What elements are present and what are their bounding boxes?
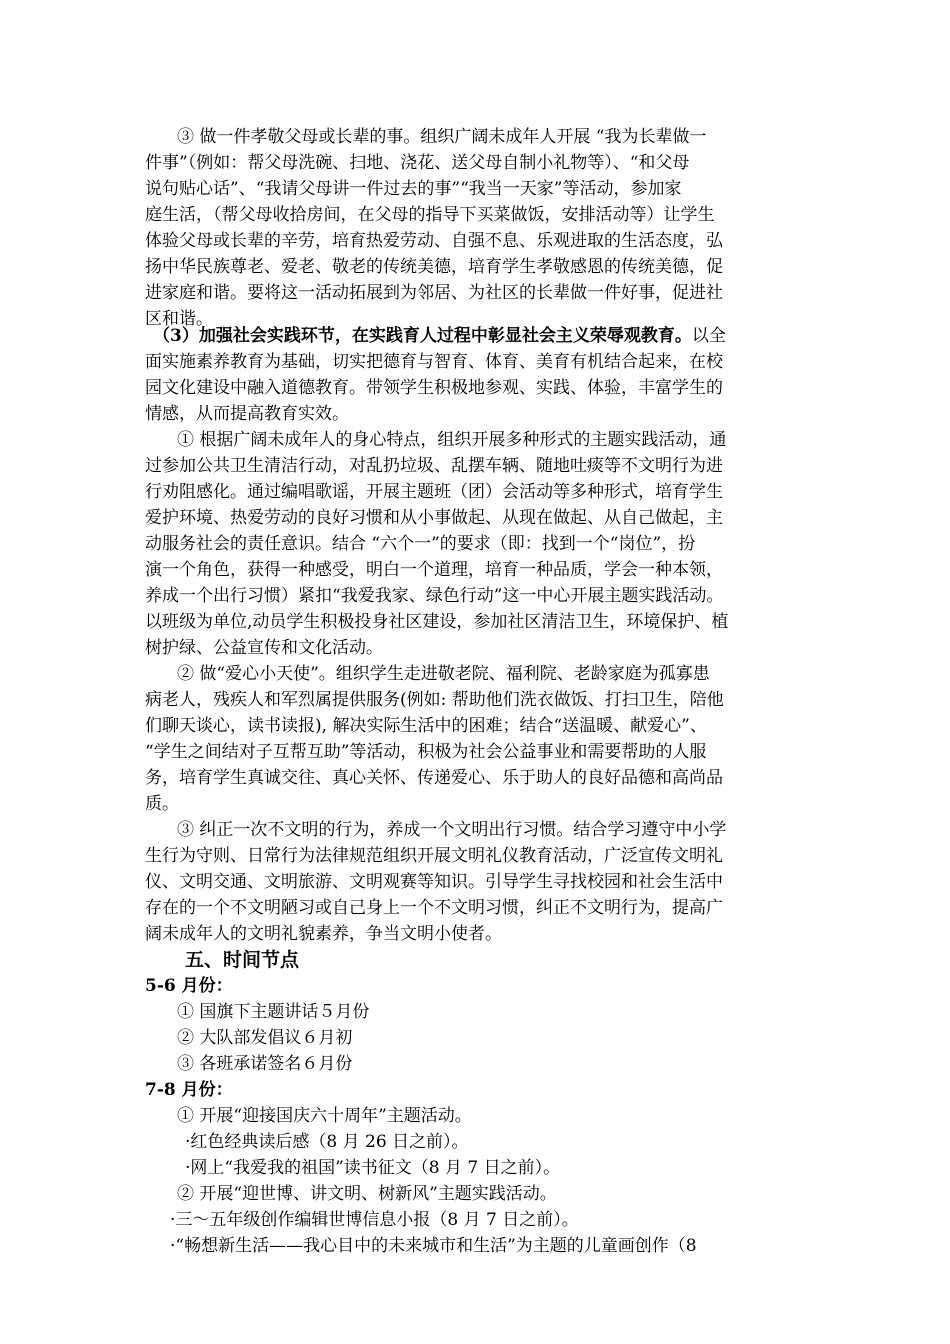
paragraph-line: 过参加公共卫生清洁行动，对乱扔垃圾、乱摆车辆、随地吐痰等不文明行为进 — [145, 456, 723, 476]
paragraph-line: 们聊天谈心，读书读报), 解决实际生活中的困难；结合“送温暖、献爱心”、 — [145, 716, 707, 736]
list-item: ① 开展“迎接国庆六十周年”主题活动。 — [177, 1106, 472, 1126]
paragraph-line: 件事”（例如：帮父母洗碗、扫地、浇花、送父母自制小礼物等）、“和父母 — [145, 153, 690, 173]
paragraph-line: 演一个角色，获得一种感受，明白一个道理，培育一种品质，学会一种本领， — [145, 560, 723, 580]
paragraph-line: 质。 — [145, 794, 179, 814]
paragraph-line: 以班级为单位,动员学生积极投身社区建设，参加社区清洁卫生，环境保护、植 — [145, 612, 729, 632]
paragraph-line: 扬中华民族尊老、爱老、敬老的传统美德，培育学生孝敬感恩的传统美德，促 — [145, 257, 723, 277]
bold-tail-text: 以全 — [691, 326, 726, 346]
paragraph-line: “学生之间结对子互帮互助”等活动，积极为社会公益事业和需要帮助的人服 — [145, 742, 707, 762]
bullet-item: ·“畅想新生活——我心目中的未来城市和生活”为主题的儿童画创作（8 — [170, 1236, 697, 1256]
bullet-item: ·三～五年级创作编辑世博信息小报（8 月 7 日之前）。 — [170, 1210, 579, 1230]
paragraph-line: ③ 纠正一次不文明的行为，养成一个文明出行习惯。结合学习遵守中小学 — [177, 820, 727, 840]
paragraph-line: 体验父母或长辈的辛劳，培育热爱劳动、自强不息、乐观进取的生活态度，弘 — [145, 231, 723, 251]
paragraph-line: 生行为守则、日常行为法律规范组织开展文明礼仪教育活动，广泛宣传文明礼 — [145, 846, 723, 866]
paragraph-line: 区和谐。 — [145, 309, 213, 329]
bullet-item: ·网上“我爱我的祖国”读书征文（8 月 7 日之前）。 — [185, 1158, 561, 1178]
paragraph-line: 行劝阻感化。通过编唱歌谣，开展主题班（团）会活动等多种形式，培育学生 — [145, 482, 723, 502]
bold-lead-text: （3）加强社会实践环节，在实践育人过程中彰显社会主义荣辱观教育。 — [153, 326, 692, 346]
paragraph-line: 爱护环境、热爱劳动的良好习惯和从小事做起、从现在做起、从自己做起，主 — [145, 508, 723, 528]
paragraph-line: 庭生活，（帮父母收拾房间，在父母的指导下买菜做饭，安排活动等）让学生 — [145, 205, 715, 225]
month-label: 7-8 月份： — [145, 1080, 233, 1100]
paragraph-line: 说句贴心话”、“我请父母讲一件过去的事”“我当一天家”等活动，参加家 — [145, 179, 682, 199]
section-heading: 五、时间节点 — [185, 949, 300, 971]
list-item: ② 开展“迎世博、讲文明、树新风”主题实践活动。 — [177, 1184, 557, 1204]
paragraph-line: 病老人，残疾人和军烈属提供服务(例如: 帮助他们洗衣做饭、打扫卫生，陪他 — [145, 690, 724, 710]
paragraph-line: ① 根据广阔未成年人的身心特点，组织开展多种形式的主题实践活动，通 — [177, 430, 727, 450]
paragraph-line: 情感，从而提高教育实效。 — [145, 404, 349, 424]
month-label: 5-6 月份： — [145, 976, 233, 996]
paragraph-line: 存在的一个不文明陋习或自己身上一个不文明习惯，纠正不文明行为，提高广 — [145, 898, 723, 918]
bold-paragraph-line — [153, 324, 800, 348]
list-item: ③ 各班承诺签名６月份 — [177, 1054, 353, 1074]
paragraph-line: 面实施素养教育为基础，切实把德育与智育、体育、美育有机结合起来，在校 — [145, 352, 723, 372]
paragraph-line: ③ 做一件孝敬父母或长辈的事。组织广阔未成年人开展 “我为长辈做一 — [177, 127, 707, 147]
paragraph-line: 阔未成年人的文明礼貌素养，争当文明小使者。 — [145, 924, 502, 944]
paragraph-line: 树护绿、公益宣传和文化活动。 — [145, 638, 383, 658]
paragraph-line: ② 做“爱心小天使”。组织学生走进敬老院、福利院、老龄家庭为孤寡患 — [177, 664, 710, 684]
paragraph-line: 养成一个出行习惯）紧扣“我爱我家、绿色行动”这一中心开展主题实践活动。 — [145, 586, 724, 606]
list-item: ② 大队部发倡议６月初 — [177, 1028, 353, 1048]
paragraph-line: 仪、文明交通、文明旅游、文明观赛等知识。引导学生寻找校园和社会生活中 — [145, 872, 723, 892]
bullet-item: ·红色经典读后感（8 月 26 日之前）。 — [185, 1132, 469, 1152]
paragraph-line: 务，培育学生真诚交往、真心关怀、传递爱心、乐于助人的良好品德和高尚品 — [145, 768, 723, 788]
list-item: ① 国旗下主题讲话５月份 — [177, 1002, 370, 1022]
paragraph-line: 动服务社会的责任意识。结合 “六个一”的要求（即：找到一个“岗位”，扮 — [145, 534, 696, 554]
paragraph-line: 进家庭和谐。要将这一活动拓展到为邻居、为社区的长辈做一件好事，促进社 — [145, 283, 723, 303]
paragraph-line: 园文化建设中融入道德教育。带领学生积极地参观、实践、体验，丰富学生的 — [145, 378, 723, 398]
